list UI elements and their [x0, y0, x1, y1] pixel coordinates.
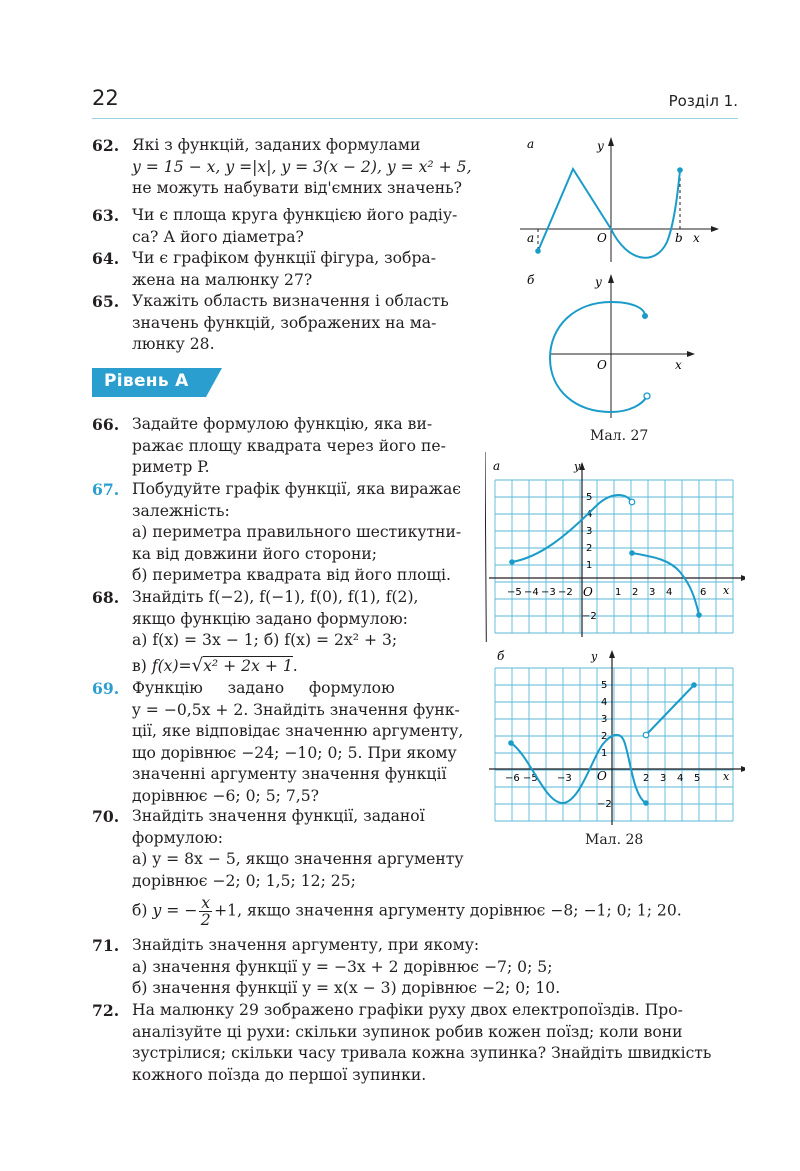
problem-text: аналізуйте ці рухи: скільки зупинок робив кожен поїзд; коли вони [132, 1022, 683, 1041]
x-tick-labels [507, 587, 706, 598]
problem-formula-line [132, 655, 467, 678]
level-badge [92, 368, 222, 397]
problem-text: б) [132, 901, 153, 920]
open-endpoint [629, 499, 635, 505]
problem-text: y = 15 − x, y =|x|, y = 3(x − 2), y = x² + 5, [132, 157, 472, 176]
open-endpoint [644, 393, 650, 399]
x-tick-label: 4 [677, 773, 684, 784]
problem-text: дорівнює −6; 0; 5; 7,5? [132, 786, 320, 805]
origin-label: O [583, 585, 593, 599]
x-axis [485, 452, 489, 642]
arc-curve [550, 302, 647, 412]
x-tick-label: 2 [643, 773, 650, 784]
closed-endpoint [508, 740, 514, 746]
axis-label-y: y [591, 650, 598, 663]
x-tick-label: −6 [505, 773, 520, 784]
function-curve-part2 [632, 553, 699, 615]
problem-text: ції, яке відповідає значенню аргументу, [132, 722, 464, 741]
axis-label-x: x [723, 770, 730, 783]
problem-number: 71. [92, 936, 120, 955]
problem-text: люнку 28. [132, 335, 215, 354]
problem-70-b [132, 895, 752, 928]
figure-27a [515, 132, 725, 267]
problem-number: 72. [92, 1001, 120, 1020]
problem-text: Задайте формулою функцію, яка ви- [132, 415, 433, 433]
problem-number: 62. [92, 136, 120, 155]
x-axis-arrow [741, 575, 745, 581]
x-tick-label: −3 [557, 773, 572, 784]
problem-64 [92, 248, 467, 291]
problem-text: б) периметра квадрата від його площі. [132, 566, 451, 585]
problem-number: 70. [92, 807, 120, 826]
problem-text: що дорівнює −24; −10; 0; 5. При якому [132, 743, 457, 762]
header-divider [92, 118, 738, 119]
problem-text: са? А його діаметра? [132, 227, 304, 246]
problem-text: риметр P. [132, 458, 210, 477]
problem-text: а) значення функції y = −3x + 2 дорівнює −7; 0; 5; [132, 957, 553, 976]
problem-70 [92, 806, 472, 892]
figure-28-caption: Мал. 28 [585, 832, 644, 848]
x-tick-label: 4 [666, 587, 673, 598]
grid [489, 462, 745, 637]
formula-radicand: x² + 2x + 1 [203, 656, 293, 675]
y-tick-label: 4 [601, 697, 608, 708]
problem-62 [92, 135, 472, 200]
problem-text: Чи є графіком функції фігура, зобра- [132, 249, 436, 267]
closed-endpoint [629, 550, 635, 556]
problem-text: зустрілися; скільки часу тривала кожна зупинка? Знайдіть швидкість [132, 1044, 712, 1063]
y-tick-label: 5 [601, 680, 608, 691]
problem-text: Чи є площа круга функцією його радіу- [132, 206, 458, 224]
problem-text: ражає площу квадрата через його пе- [132, 436, 446, 455]
axis-label-y: y [595, 275, 602, 289]
problem-text: а) периметра правильного шестикутни- [132, 523, 462, 542]
axis-label-y: y [597, 139, 604, 153]
problem-66 [92, 414, 467, 479]
x-tick-label: 3 [660, 773, 667, 784]
axis-label-x: x [723, 584, 730, 597]
figure-label: б [527, 273, 535, 287]
endpoint [535, 248, 541, 254]
problem-69 [92, 678, 467, 808]
problem-63 [92, 205, 467, 248]
problem-text: Знайдіть f(−2), f(−1), f(0), f(1), f(2), [132, 588, 419, 606]
problem-text: Функцію задано формулою [132, 679, 395, 697]
problem-72 [92, 1000, 742, 1086]
y-tick-label: 1 [586, 560, 593, 571]
problem-text: а) y = 8x − 5, якщо значення аргументу [132, 850, 464, 869]
y-tick-label: 3 [601, 714, 608, 725]
problem-text: якщо функцію задано формулою: [132, 609, 408, 628]
formula-y: y = − [152, 901, 198, 920]
problem-text: ка від довжини його сторони; [132, 544, 378, 563]
y-tick-label: 2 [586, 543, 593, 554]
problem-text: формулою: [132, 828, 224, 847]
x-tick-label: 2 [632, 587, 639, 598]
closed-endpoint [696, 612, 702, 618]
y-tick-label: 4 [586, 509, 593, 520]
point-label-a: a [527, 231, 535, 245]
x-axis-arrow [741, 766, 745, 772]
problem-text: залежність: [132, 501, 230, 520]
problem-text: Які з функцій, заданих формулами [132, 136, 421, 154]
formula-function: f(x)= [151, 656, 192, 675]
closed-endpoint [691, 682, 697, 688]
y-tick-label: 1 [601, 748, 608, 759]
problem-text: жена на малюнку 27? [132, 270, 313, 289]
figure-label: б [497, 649, 505, 663]
problem-text: б) значення функції y = x(x − 3) дорівнює −2; 0; 10. [132, 979, 561, 998]
problem-number: 67. [92, 480, 120, 499]
problem-text: Укажіть область визначення і область [132, 292, 449, 310]
endpoint [677, 167, 683, 173]
function-curve-part2 [646, 685, 694, 735]
figure-27-caption: Мал. 27 [590, 428, 649, 444]
problem-number: 69. [92, 679, 120, 698]
y-axis-arrow [608, 137, 614, 146]
problem-number: 68. [92, 588, 120, 607]
problem-text: На малюнку 29 зображено графіки руху двох електропоїздів. Про- [132, 1001, 683, 1019]
problem-text: не можуть набувати від'ємних значень? [132, 179, 463, 198]
origin-label: O [597, 358, 607, 372]
x-tick-label: −5 [507, 587, 522, 598]
x-tick-label: 6 [700, 587, 707, 598]
x-tick-label: −4 [524, 587, 539, 598]
fraction-numerator: x [201, 894, 211, 912]
problem-68 [92, 587, 467, 677]
x-tick-label: −5 [523, 773, 538, 784]
level-badge-label: Рівень А [104, 371, 189, 391]
problem-text: y = −0,5x + 2. Знайдіть значення функ- [132, 700, 460, 719]
figure-28a [485, 452, 745, 642]
problem-number: 66. [92, 415, 120, 434]
problem-text: кожного поїзда до першої зупинки. [132, 1065, 427, 1084]
figure-27b [515, 268, 725, 428]
y-tick-label: −2 [597, 799, 612, 810]
problem-number: 64. [92, 249, 120, 268]
problem-text: Побудуйте графік функції, яка виражає [132, 480, 461, 498]
closed-endpoint [509, 559, 515, 565]
figure-28b [485, 646, 745, 836]
section-title: Розділ 1. [668, 92, 738, 110]
problem-67 [92, 479, 467, 587]
closed-endpoint [642, 313, 648, 319]
problem-text: значень функцій, зображених на ма- [132, 313, 437, 332]
closed-endpoint [643, 800, 649, 806]
y-tick-label: 5 [586, 492, 593, 503]
y-tick-label: −2 [582, 611, 597, 622]
function-curve [538, 169, 680, 258]
figure-label: а [493, 459, 501, 473]
problem-number: 63. [92, 206, 120, 225]
problem-text: дорівнює −2; 0; 1,5; 12; 25; [132, 871, 356, 890]
axis-label-x: x [693, 231, 700, 245]
problem-text: Знайдіть значення аргументу, при якому: [132, 936, 480, 954]
x-axis-arrow [687, 351, 695, 357]
problem-text: . [292, 656, 298, 675]
x-tick-label: 5 [694, 773, 701, 784]
x-tick-label: 1 [615, 587, 622, 598]
x-tick-label: −3 [541, 587, 556, 598]
fraction [199, 895, 212, 928]
x-axis-arrow [711, 226, 719, 232]
problem-text: а) f(x) = 3x − 1; б) f(x) = 2x² + 3; [132, 631, 398, 650]
problem-number: 65. [92, 292, 120, 311]
x-tick-label: −2 [558, 587, 573, 598]
point-label-b: b [675, 231, 683, 245]
page-number: 22 [92, 86, 119, 110]
y-tick-labels [597, 680, 612, 810]
y-tick-label: 2 [601, 731, 608, 742]
grid [489, 650, 745, 825]
problem-text: значенні аргументу значення функції [132, 765, 447, 784]
problem-text: +1, якщо значення аргументу дорівнює −8; −1; 0; 1; 20. [214, 901, 682, 920]
x-tick-label: 3 [649, 587, 656, 598]
problem-text: Знайдіть значення функції, заданої [132, 807, 425, 825]
problem-65 [92, 291, 467, 356]
problem-text: в) [132, 656, 152, 675]
problem-71 [92, 935, 742, 1000]
y-axis-arrow [609, 650, 615, 658]
axis-label-y: y [574, 460, 581, 473]
y-axis-arrow [608, 274, 614, 283]
y-tick-label: 3 [586, 526, 593, 537]
figure-label: а [527, 137, 535, 151]
axis-label-x: x [675, 358, 682, 372]
origin-label: O [597, 769, 607, 783]
sqrt-sign: √ [191, 654, 204, 676]
fraction-denominator: 2 [200, 911, 211, 929]
open-endpoint [643, 732, 649, 738]
origin-label: O [597, 231, 607, 245]
